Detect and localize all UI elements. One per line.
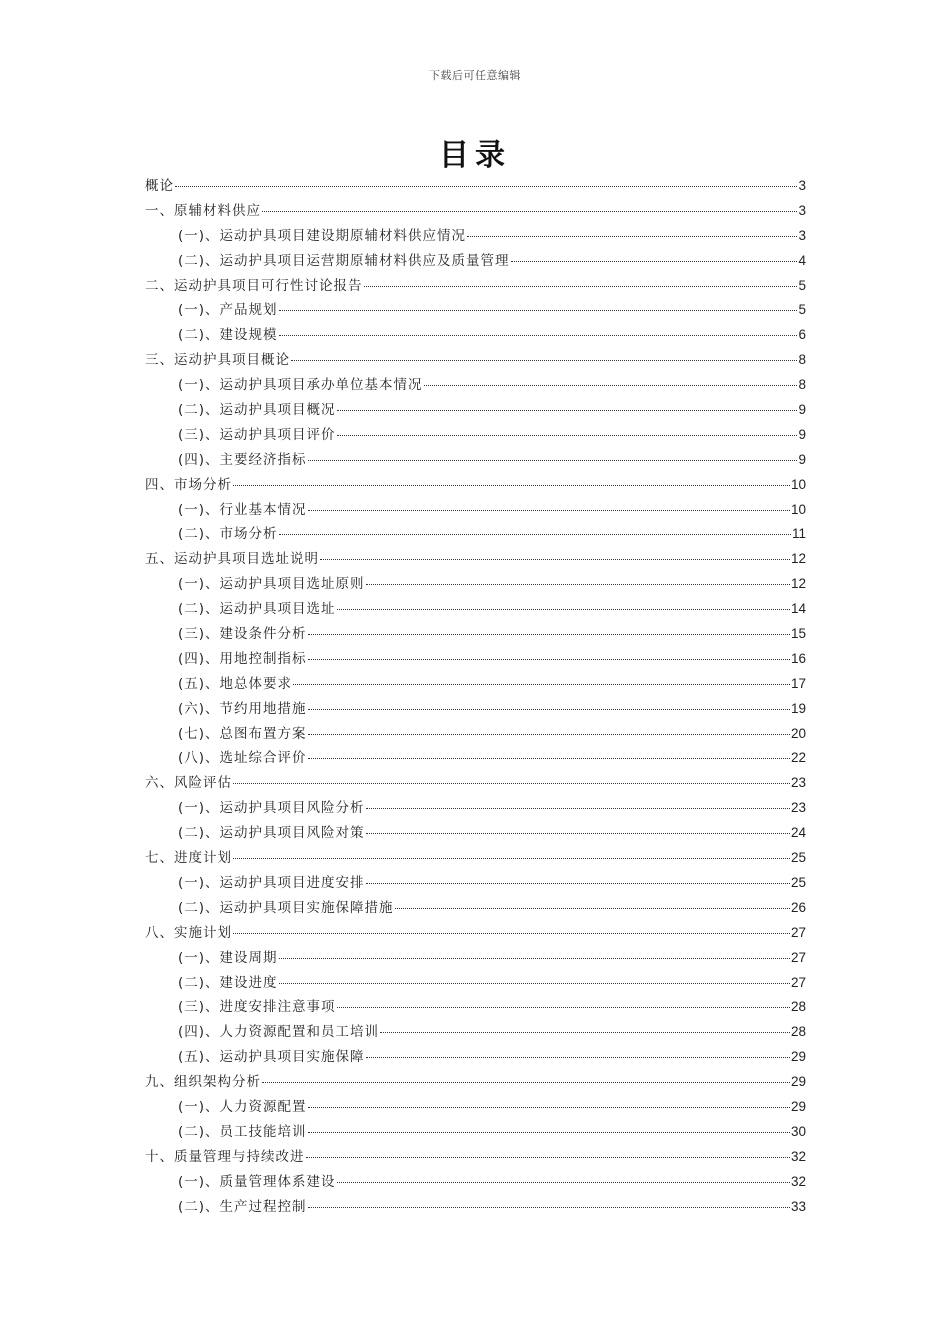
toc-entry-page-number: 25 [790, 850, 806, 866]
dot-leader [467, 235, 797, 237]
toc-entry-page-number: 24 [790, 825, 806, 841]
toc-entry-text: (一)、质量管理体系建设 [178, 1173, 336, 1190]
toc-entry[interactable] [145, 1095, 806, 1120]
dot-leader [364, 285, 798, 287]
toc-entry-page-number: 17 [790, 675, 806, 691]
toc-entry-page-number: 10 [790, 501, 806, 517]
toc-entry-text: (四)、主要经济指标 [178, 451, 307, 468]
toc-entry[interactable] [145, 224, 806, 249]
dot-leader [337, 434, 798, 436]
toc-entry[interactable] [145, 771, 806, 796]
dot-leader [308, 1206, 790, 1208]
toc-entry-text: (二)、员工技能培训 [178, 1123, 307, 1140]
toc-entry[interactable] [145, 921, 806, 946]
toc-entry-page-number: 3 [798, 227, 806, 243]
toc-entry-text: 七、进度计划 [145, 850, 232, 867]
dot-leader [308, 633, 790, 635]
toc-entry-page-number: 29 [790, 1098, 806, 1114]
toc-entry-text: (一)、运动护具项目承办单位基本情况 [178, 377, 423, 394]
dot-leader [337, 409, 798, 411]
toc-entry[interactable] [145, 199, 806, 224]
dot-leader [337, 1181, 790, 1183]
toc-entry-page-number: 32 [790, 1148, 806, 1164]
toc-entry-page-number: 5 [798, 302, 806, 318]
toc-entry[interactable] [145, 597, 806, 622]
toc-entry[interactable] [145, 746, 806, 771]
dot-leader [424, 384, 798, 386]
toc-entry-text: (四)、人力资源配置和员工培训 [178, 1024, 380, 1041]
toc-entry-page-number: 12 [790, 551, 806, 567]
toc-entry[interactable] [145, 522, 806, 547]
toc-entry[interactable] [145, 547, 806, 572]
dot-leader [291, 359, 797, 361]
toc-entry[interactable] [145, 1045, 806, 1070]
toc-entry-text: (一)、运动护具项目风险分析 [178, 800, 365, 817]
dot-leader [366, 1056, 790, 1058]
toc-entry-page-number: 4 [798, 252, 806, 268]
toc-entry[interactable] [145, 274, 806, 299]
toc-entry[interactable] [145, 249, 806, 274]
dot-leader [366, 583, 790, 585]
toc-entry-text: 九、组织架构分析 [145, 1074, 261, 1091]
toc-entry-text: (一)、行业基本情况 [178, 501, 307, 518]
toc-title: 目录 [439, 138, 511, 173]
dot-leader [279, 982, 790, 984]
dot-leader [366, 882, 790, 884]
toc-entry-text: (三)、运动护具项目评价 [178, 426, 336, 443]
toc-entry-text: (三)、进度安排注意事项 [178, 999, 336, 1016]
toc-entry-page-number: 8 [798, 352, 806, 368]
toc-entry-text: 二、运动护具项目可行性讨论报告 [145, 277, 363, 294]
header-note: 下载后可任意编辑 [429, 69, 521, 82]
dot-leader [279, 957, 790, 959]
dot-leader [233, 484, 790, 486]
dot-leader [293, 683, 790, 685]
toc-entry-page-number: 5 [798, 277, 806, 293]
toc-entry-page-number: 8 [798, 377, 806, 393]
toc-entry-page-number: 28 [790, 999, 806, 1015]
dot-leader [337, 608, 790, 610]
toc-entry-page-number: 29 [790, 1074, 806, 1090]
toc-entry[interactable] [145, 896, 806, 921]
toc-entry[interactable] [145, 473, 806, 498]
toc-entry-page-number: 19 [790, 700, 806, 716]
dot-leader [262, 1081, 790, 1083]
toc-entry-text: (六)、节约用地措施 [178, 700, 307, 717]
toc-entry[interactable] [145, 796, 806, 821]
dot-leader [337, 1006, 790, 1008]
toc-entry[interactable] [145, 1170, 806, 1195]
table-of-contents [145, 174, 806, 1219]
toc-entry-page-number: 22 [790, 750, 806, 766]
toc-entry[interactable] [145, 821, 806, 846]
dot-leader [308, 509, 790, 511]
dot-leader [320, 558, 790, 560]
toc-entry[interactable] [145, 946, 806, 971]
toc-entry-text: 四、市场分析 [145, 476, 232, 493]
toc-entry-text: 十、质量管理与持续改进 [145, 1148, 305, 1165]
dot-leader [308, 733, 790, 735]
dot-leader [380, 1031, 790, 1033]
toc-entry-page-number: 3 [798, 202, 806, 218]
dot-leader [308, 757, 790, 759]
dot-leader [262, 210, 797, 212]
toc-entry-page-number: 9 [798, 451, 806, 467]
toc-entry[interactable] [145, 846, 806, 871]
toc-entry[interactable] [145, 1020, 806, 1045]
toc-entry-page-number: 27 [790, 949, 806, 965]
dot-leader [233, 932, 790, 934]
toc-entry-text: (二)、生产过程控制 [178, 1198, 307, 1215]
toc-entry[interactable] [145, 697, 806, 722]
toc-entry-text: (一)、产品规划 [178, 302, 278, 319]
toc-entry[interactable] [145, 498, 806, 523]
toc-entry[interactable] [145, 298, 806, 323]
toc-entry[interactable] [145, 1195, 806, 1220]
toc-entry[interactable] [145, 373, 806, 398]
toc-entry-text: (二)、运动护具项目概况 [178, 402, 336, 419]
toc-entry[interactable] [145, 174, 806, 199]
toc-entry[interactable] [145, 622, 806, 647]
toc-entry-text: (一)、建设周期 [178, 949, 278, 966]
toc-entry-page-number: 27 [790, 924, 806, 940]
toc-entry-text: (二)、市场分析 [178, 526, 278, 543]
toc-entry-text: 五、运动护具项目选址说明 [145, 551, 319, 568]
toc-entry[interactable] [145, 323, 806, 348]
toc-entry[interactable] [145, 672, 806, 697]
toc-entry-page-number: 10 [790, 476, 806, 492]
toc-entry[interactable] [145, 722, 806, 747]
dot-leader [175, 185, 797, 187]
toc-entry-text: 一、原辅材料供应 [145, 202, 261, 219]
toc-entry-page-number: 27 [790, 974, 806, 990]
dot-leader [308, 459, 798, 461]
toc-entry-page-number: 23 [790, 775, 806, 791]
toc-entry-page-number: 9 [798, 402, 806, 418]
dot-leader [279, 309, 798, 311]
toc-entry-page-number: 16 [790, 650, 806, 666]
toc-entry-page-number: 29 [790, 1049, 806, 1065]
toc-entry-text: (一)、人力资源配置 [178, 1098, 307, 1115]
toc-entry[interactable] [145, 448, 806, 473]
dot-leader [308, 1131, 790, 1133]
dot-leader [308, 658, 790, 660]
toc-entry[interactable] [145, 871, 806, 896]
toc-entry[interactable] [145, 348, 806, 373]
toc-entry[interactable] [145, 1145, 806, 1170]
toc-entry-page-number: 33 [790, 1198, 806, 1214]
toc-entry-page-number: 26 [790, 899, 806, 915]
dot-leader [308, 1106, 790, 1108]
toc-entry-text: (八)、选址综合评价 [178, 750, 307, 767]
toc-entry-text: 八、实施计划 [145, 924, 232, 941]
toc-entry[interactable] [145, 398, 806, 423]
dot-leader [366, 832, 790, 834]
dot-leader [366, 807, 790, 809]
toc-entry-page-number: 3 [798, 178, 806, 193]
toc-entry-text: 三、运动护具项目概论 [145, 352, 290, 369]
toc-entry-page-number: 28 [790, 1024, 806, 1040]
toc-entry-page-number: 9 [798, 426, 806, 442]
dot-leader [279, 334, 798, 336]
toc-entry-page-number: 23 [790, 800, 806, 816]
dot-leader [308, 708, 790, 710]
toc-entry-text: (一)、运动护具项目选址原则 [178, 576, 365, 593]
toc-entry-text: (五)、地总体要求 [178, 675, 293, 692]
toc-entry-page-number: 15 [790, 626, 806, 642]
toc-entry-page-number: 32 [790, 1173, 806, 1189]
dot-leader [511, 260, 798, 262]
toc-entry-page-number: 30 [790, 1123, 806, 1139]
toc-entry-text: (二)、运动护具项目运营期原辅材料供应及质量管理 [178, 252, 510, 269]
toc-entry-text: (一)、运动护具项目建设期原辅材料供应情况 [178, 227, 467, 244]
toc-entry-text: (四)、用地控制指标 [178, 650, 307, 667]
toc-entry[interactable] [145, 1120, 806, 1145]
toc-entry[interactable] [145, 423, 806, 448]
toc-entry[interactable] [145, 971, 806, 996]
toc-entry-text: (二)、运动护具项目实施保障措施 [178, 899, 394, 916]
toc-entry[interactable] [145, 647, 806, 672]
dot-leader [233, 857, 790, 859]
toc-entry[interactable] [145, 1070, 806, 1095]
toc-entry[interactable] [145, 572, 806, 597]
dot-leader [395, 907, 790, 909]
toc-entry-text: (三)、建设条件分析 [178, 626, 307, 643]
toc-entry-page-number: 20 [790, 725, 806, 741]
toc-entry-text: (二)、运动护具项目选址 [178, 601, 336, 618]
dot-leader [233, 782, 790, 784]
toc-entry-text: (二)、建设进度 [178, 974, 278, 991]
toc-entry-text: 概论 [145, 178, 174, 194]
toc-entry-page-number: 11 [791, 526, 806, 542]
toc-entry-text: (二)、运动护具项目风险对策 [178, 825, 365, 842]
toc-entry[interactable] [145, 995, 806, 1020]
toc-entry-text: (二)、建设规模 [178, 327, 278, 344]
toc-entry-text: (一)、运动护具项目进度安排 [178, 874, 365, 891]
toc-entry-page-number: 14 [790, 601, 806, 617]
toc-entry-page-number: 12 [790, 576, 806, 592]
toc-entry-page-number: 25 [790, 874, 806, 890]
toc-entry-text: (五)、运动护具项目实施保障 [178, 1049, 365, 1066]
toc-entry-text: (七)、总图布置方案 [178, 725, 307, 742]
toc-entry-text: 六、风险评估 [145, 775, 232, 792]
toc-entry-page-number: 6 [798, 327, 806, 343]
dot-leader [279, 533, 791, 535]
dot-leader [306, 1156, 790, 1158]
